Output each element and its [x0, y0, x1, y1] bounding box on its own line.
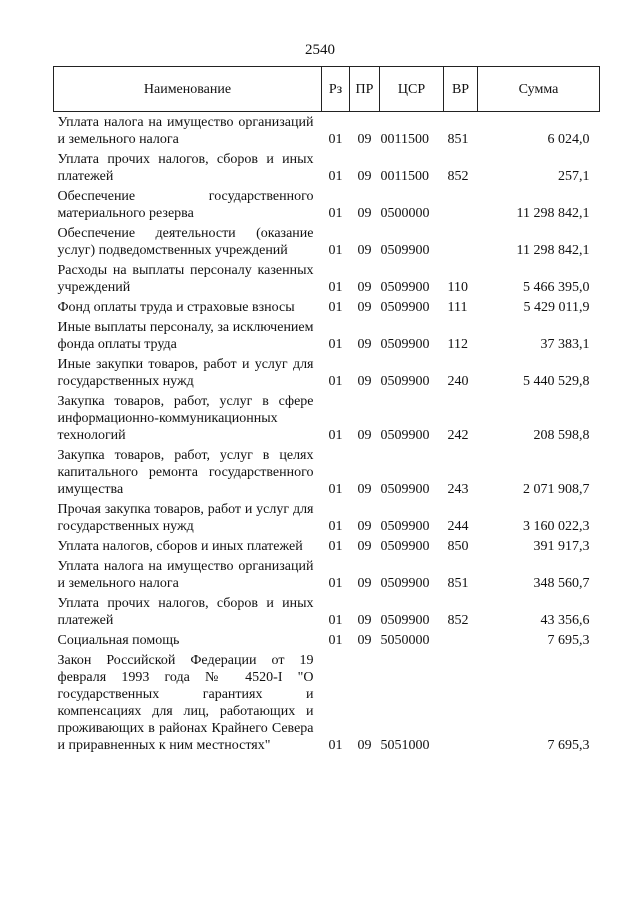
- row-pr: 09: [357, 519, 372, 534]
- row-rz: 01: [328, 132, 343, 147]
- row-csr: 0011500: [380, 169, 429, 184]
- row-pr: 09: [357, 374, 372, 389]
- row-rz: 01: [328, 738, 343, 753]
- row-name: Иные выплаты персоналу, за исключением фонда оплаты труда: [57, 320, 314, 352]
- table-row: [54, 262, 600, 299]
- row-vr: 111: [447, 300, 468, 315]
- row-vr: 110: [447, 280, 468, 295]
- budget-table: [53, 66, 600, 757]
- row-pr: 09: [357, 132, 372, 147]
- row-sum: 348 560,7: [533, 576, 590, 591]
- row-pr: 09: [357, 206, 372, 221]
- row-sum: 5 440 529,8: [523, 374, 590, 389]
- row-csr: 0500000: [380, 206, 430, 221]
- row-name: Фонд оплаты труда и страховые взносы: [57, 300, 295, 315]
- row-pr: 09: [357, 300, 372, 315]
- row-sum: 11 298 842,1: [516, 206, 590, 221]
- row-sum: 6 024,0: [547, 132, 590, 147]
- row-sum: 5 466 395,0: [523, 280, 590, 295]
- row-vr: 240: [447, 374, 469, 389]
- row-name: Уплата налога на имущество организаций и земельного налога: [57, 115, 314, 147]
- row-name: Обеспечение государственного материального резерва: [57, 189, 314, 221]
- table-row: [54, 632, 600, 652]
- row-csr: 0509900: [380, 337, 430, 352]
- header-sum: Сумма: [478, 67, 600, 112]
- header-name: Наименование: [54, 67, 322, 112]
- row-pr: 09: [357, 243, 372, 258]
- row-vr: 851: [447, 132, 469, 147]
- row-name: Закупка товаров, работ, услуг в сфере информационно-коммуникационных технологий: [57, 394, 314, 443]
- row-pr: 09: [357, 539, 372, 554]
- row-vr: 112: [447, 337, 468, 352]
- table-row: [54, 558, 600, 595]
- table-row: [54, 188, 600, 225]
- row-vr: 243: [447, 482, 469, 497]
- row-csr: 0509900: [380, 613, 430, 628]
- row-sum: 37 383,1: [540, 337, 590, 352]
- table-row: [54, 595, 600, 632]
- row-name: Уплата налога на имущество организаций и земельного налога: [57, 559, 314, 591]
- row-csr: 0509900: [380, 300, 430, 315]
- row-rz: 01: [328, 576, 343, 591]
- row-csr: 0509900: [380, 576, 430, 591]
- table-row: [54, 319, 600, 356]
- row-vr: 850: [447, 539, 469, 554]
- row-vr: [444, 188, 478, 225]
- row-rz: 01: [328, 519, 343, 534]
- row-pr: 09: [357, 613, 372, 628]
- row-csr: 5050000: [380, 633, 430, 648]
- table-body: [54, 112, 600, 758]
- row-vr: [444, 225, 478, 262]
- row-vr: 851: [447, 576, 469, 591]
- row-rz: 01: [328, 374, 343, 389]
- table-row: [54, 151, 600, 188]
- row-name: Социальная помощь: [57, 633, 180, 648]
- row-name: Иные закупки товаров, работ и услуг для государственных нужд: [57, 357, 314, 389]
- row-csr: 0509900: [380, 243, 430, 258]
- row-vr: 852: [447, 613, 469, 628]
- row-pr: 09: [357, 280, 372, 295]
- table-row: [54, 356, 600, 393]
- row-rz: 01: [328, 280, 343, 295]
- row-name: Прочая закупка товаров, работ и услуг для государственных нужд: [57, 502, 314, 534]
- row-name: Уплата прочих налогов, сборов и иных платежей: [57, 152, 314, 184]
- row-sum: 391 917,3: [533, 539, 590, 554]
- row-rz: 01: [328, 337, 343, 352]
- table-row: [54, 447, 600, 501]
- row-csr: 5051000: [380, 738, 430, 753]
- table-row: [54, 652, 600, 757]
- table-row: [54, 538, 600, 558]
- row-vr: [444, 632, 478, 652]
- row-csr: 0509900: [380, 539, 430, 554]
- header-csr: ЦСР: [380, 67, 444, 112]
- row-sum: 43 356,6: [540, 613, 590, 628]
- row-csr: 0509900: [380, 374, 430, 389]
- row-vr: 242: [447, 428, 469, 443]
- row-pr: 09: [357, 169, 372, 184]
- row-sum: 3 160 022,3: [523, 519, 590, 534]
- row-sum: 208 598,8: [533, 428, 590, 443]
- row-sum: 11 298 842,1: [516, 243, 590, 258]
- table-row: [54, 501, 600, 538]
- table-row: [54, 299, 600, 319]
- table-row: [54, 225, 600, 262]
- row-rz: 01: [328, 539, 343, 554]
- row-rz: 01: [328, 482, 343, 497]
- row-rz: 01: [328, 206, 343, 221]
- row-pr: 09: [357, 738, 372, 753]
- row-name: Расходы на выплаты персоналу казенных учреждений: [57, 263, 314, 295]
- row-name: Закупка товаров, работ, услуг в целях капитального ремонта государственного имущества: [57, 448, 314, 497]
- row-rz: 01: [328, 300, 343, 315]
- header-rz: Рз: [322, 67, 350, 112]
- row-csr: 0509900: [380, 280, 430, 295]
- row-csr: 0509900: [380, 428, 430, 443]
- row-csr: 0011500: [380, 132, 429, 147]
- row-name: Обеспечение деятельности (оказание услуг) подведомственных учреждений: [57, 226, 314, 258]
- row-rz: 01: [328, 633, 343, 648]
- table-header: [54, 67, 600, 112]
- row-vr: 852: [447, 169, 469, 184]
- row-pr: 09: [357, 576, 372, 591]
- header-vr: ВР: [444, 67, 478, 112]
- row-pr: 09: [357, 428, 372, 443]
- row-pr: 09: [357, 482, 372, 497]
- row-sum: 257,1: [558, 169, 590, 184]
- row-name: Уплата налогов, сборов и иных платежей: [57, 539, 303, 554]
- row-sum: 2 071 908,7: [523, 482, 590, 497]
- row-vr: 244: [447, 519, 469, 534]
- row-sum: 5 429 011,9: [523, 300, 590, 315]
- page-number: 2540: [305, 42, 335, 58]
- row-vr: [444, 652, 478, 757]
- table-row: [54, 112, 600, 152]
- row-sum: 7 695,3: [547, 633, 590, 648]
- row-csr: 0509900: [380, 519, 430, 534]
- row-rz: 01: [328, 169, 343, 184]
- row-name: Уплата прочих налогов, сборов и иных платежей: [57, 596, 314, 628]
- row-pr: 09: [357, 633, 372, 648]
- row-rz: 01: [328, 613, 343, 628]
- table-row: [54, 393, 600, 447]
- row-name: Закон Российской Федерации от 19 февраля 1993 года № 4520-I "О государственных гарантиях и компенсациях для лиц, работающих и проживающих в районах Крайнего Севера и приравненных к ним местностях": [57, 653, 314, 753]
- row-csr: 0509900: [380, 482, 430, 497]
- row-pr: 09: [357, 337, 372, 352]
- header-pr: ПР: [350, 67, 380, 112]
- row-sum: 7 695,3: [547, 738, 590, 753]
- row-rz: 01: [328, 428, 343, 443]
- row-rz: 01: [328, 243, 343, 258]
